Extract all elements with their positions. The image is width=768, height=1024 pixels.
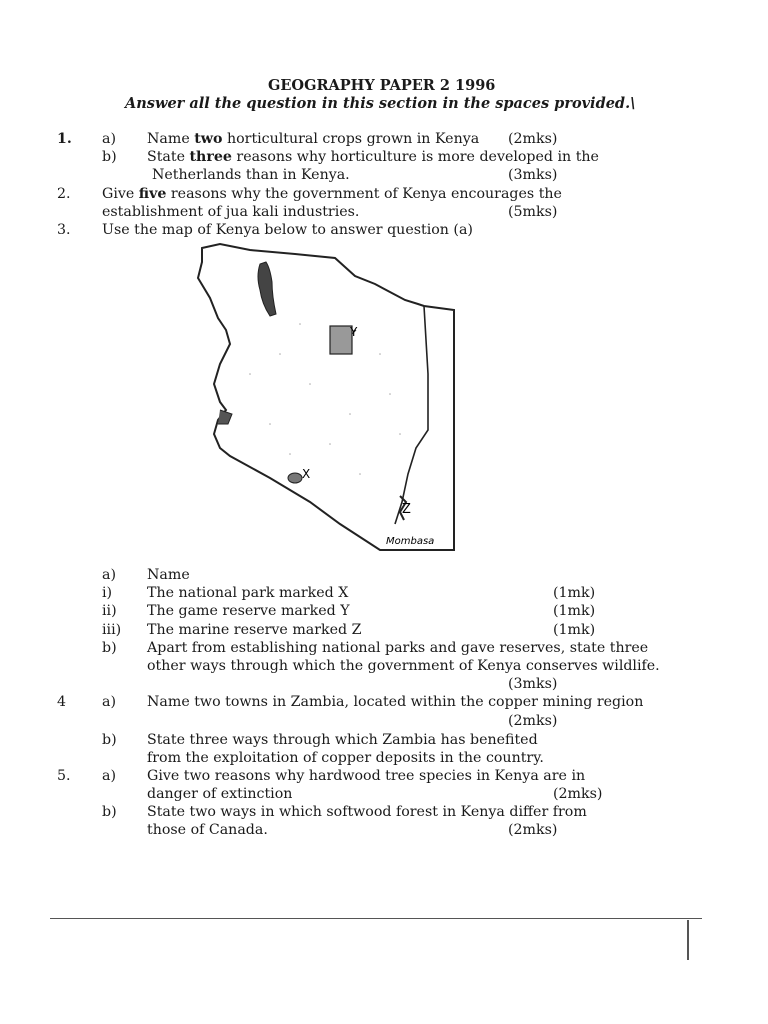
q3ii-marks: (1mk) <box>553 603 596 619</box>
q1a-label: a) <box>102 131 116 147</box>
q3b-text: Apart from establishing national parks and gave reserves, state three <box>147 640 649 656</box>
label-z: Z <box>402 502 411 517</box>
lake-victoria <box>218 410 232 424</box>
q2-number: 2. <box>57 186 71 202</box>
q1b-marks: (3mks) <box>508 167 558 183</box>
q5b-text: State two ways in which softwood forest in Kenya differ from <box>147 804 587 820</box>
q2-marks: (5mks) <box>508 204 558 220</box>
q3ii-text: The game reserve marked Y <box>147 603 350 619</box>
q2-text: Give five reasons why the government of Kenya encourages the <box>102 186 562 202</box>
q3i-text: The national park marked X <box>147 585 349 601</box>
q3ii-label: ii) <box>102 603 117 619</box>
q4b-text: State three ways through which Zambia has benefited <box>147 732 538 748</box>
q3a-text: Name <box>147 567 190 583</box>
q1a-text: Name two horticultural crops grown in Kenya <box>147 131 480 147</box>
q4b-label: b) <box>102 732 117 748</box>
map-texture <box>249 323 401 475</box>
q5b-label: b) <box>102 804 117 820</box>
lake-turkana <box>258 262 276 316</box>
q5-number: 5. <box>57 768 71 784</box>
q3iii-marks: (1mk) <box>553 622 596 638</box>
q1-number: 1. <box>57 131 72 147</box>
q5b-text-line2: those of Canada. <box>147 822 268 838</box>
label-mombasa: Mombasa <box>386 536 435 547</box>
q3b-marks: (3mks) <box>508 676 558 692</box>
q5b-marks: (2mks) <box>508 822 558 838</box>
park-x-area <box>288 473 302 483</box>
q1a-marks: (2mks) <box>508 131 558 147</box>
q3b-text-line2: other ways through which the government of Kenya conserves wildlife. <box>147 658 660 674</box>
instructions: Answer all the question in this section in the spaces provided.\ <box>125 95 636 112</box>
q3-number: 3. <box>57 222 71 238</box>
footer-corner-mark <box>687 920 689 960</box>
q3i-marks: (1mk) <box>553 585 596 601</box>
q4a-text: Name two towns in Zambia, located within the copper mining region <box>147 694 644 710</box>
q1b-text-line2: Netherlands than in Kenya. <box>152 167 350 183</box>
q4a-marks: (2mks) <box>508 713 558 729</box>
footer-divider <box>50 918 702 919</box>
q3i-label: i) <box>102 585 113 601</box>
q4a-label: a) <box>102 694 116 710</box>
q1b-text: State three reasons why horticulture is more developed in the <box>147 149 599 165</box>
kenya-map <box>190 234 470 564</box>
kenya-outline <box>198 244 454 550</box>
label-y: Y <box>350 325 358 339</box>
q5a-text-line2: danger of extinction <box>147 786 293 802</box>
q3a-label: a) <box>102 567 116 583</box>
label-x: X <box>302 467 311 481</box>
q4-number: 4 <box>57 694 67 710</box>
q4b-text-line2: from the exploitation of copper deposits in the country. <box>147 750 544 766</box>
page-title: GEOGRAPHY PAPER 2 1996 <box>268 77 496 94</box>
q5a-text: Give two reasons why hardwood tree species in Kenya are in <box>147 768 586 784</box>
q2-text-line2: establishment of jua kali industries. <box>102 204 360 220</box>
q3b-label: b) <box>102 640 117 656</box>
q3iii-label: iii) <box>102 622 122 638</box>
q1b-label: b) <box>102 149 117 165</box>
q5a-marks: (2mks) <box>553 786 603 802</box>
q5a-label: a) <box>102 768 116 784</box>
q3iii-text: The marine reserve marked Z <box>147 622 362 638</box>
q3-text: Use the map of Kenya below to answer question (a) <box>102 222 473 238</box>
coast-line <box>395 306 428 524</box>
reserve-y-area <box>330 326 352 354</box>
